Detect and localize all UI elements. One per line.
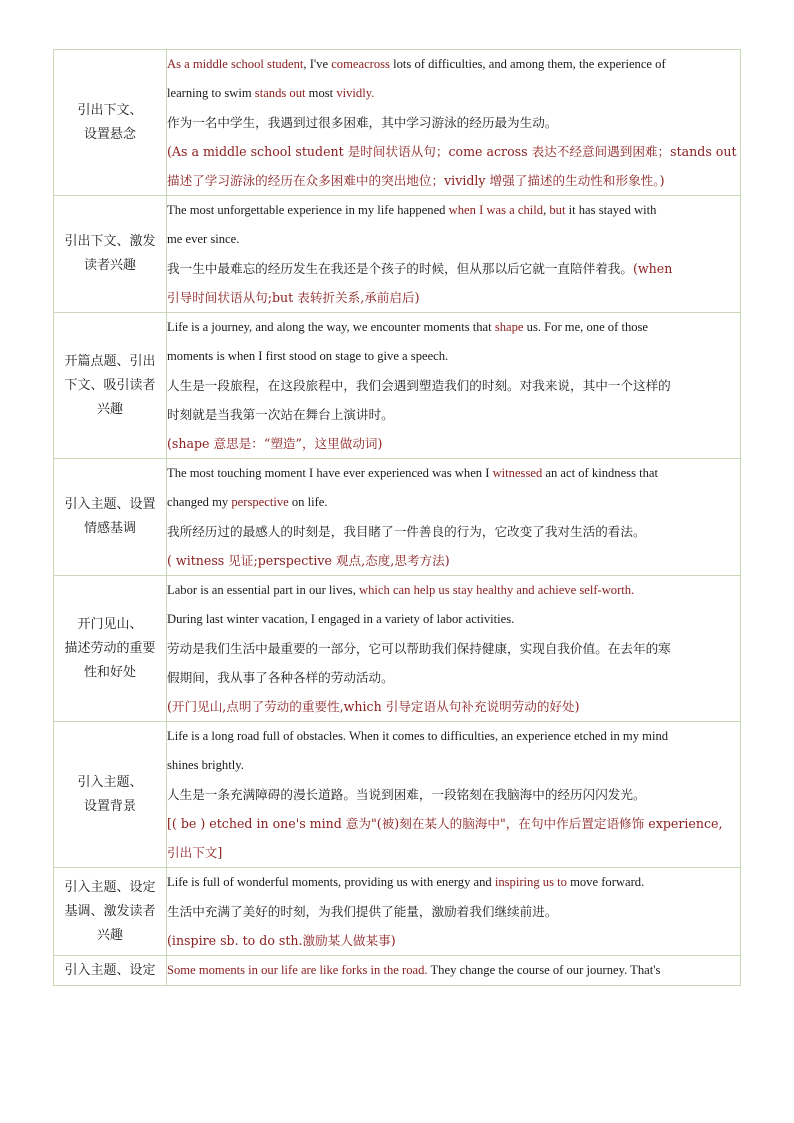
english-sentence bbox=[167, 576, 740, 605]
row-content-cell bbox=[167, 313, 741, 459]
english-sentence bbox=[167, 50, 740, 79]
row-label-cell bbox=[54, 313, 167, 459]
highlight-phrase: inspiring us to bbox=[494, 875, 567, 889]
row-label-cell bbox=[54, 50, 167, 196]
text-run: it has stayed with bbox=[565, 203, 657, 217]
table-row bbox=[54, 459, 741, 576]
chinese-translation: 劳动是我们生活中最重要的一部分，它可以帮助我们保持健康，实现自我价值。在去年的寒 bbox=[167, 641, 671, 656]
text-run: lots of difficulties, and among them, the experience of bbox=[389, 57, 666, 71]
text-run: most bbox=[305, 86, 337, 100]
row-label-line: 下文、吸引读者 bbox=[64, 377, 156, 393]
english-sentence: moments is when I first stood on stage to give a speech. bbox=[167, 349, 449, 363]
row-label-line: 引出下文、 bbox=[77, 102, 143, 118]
row-label-line: 情感基调 bbox=[83, 521, 136, 536]
text-run: The most unforgettable experience in my life happened bbox=[167, 203, 449, 217]
row-label-line: 引入主题、设置 bbox=[64, 497, 156, 512]
row-label-cell bbox=[54, 956, 167, 986]
row-label-line: 描述劳动的重要 bbox=[64, 640, 156, 656]
chinese-translation: 生活中充满了美好的时刻，为我们提供了能量，激励着我们继续前进。 bbox=[167, 904, 558, 919]
text-run: Labor is an essential part in our lives, bbox=[167, 583, 360, 597]
row-label-line: 兴趣 bbox=[96, 927, 123, 943]
english-sentence: me ever since. bbox=[167, 232, 240, 246]
grammar-note: (开门见山,点明了劳动的重要性,which 引导定语从句补充说明劳动的好处) bbox=[167, 699, 580, 714]
text-run: move forward. bbox=[566, 875, 645, 889]
chinese-translation bbox=[167, 254, 740, 283]
english-sentence: shines brightly. bbox=[167, 758, 244, 772]
english-sentence: During last winter vacation, I engaged in a variety of labor activities. bbox=[167, 612, 515, 626]
row-label-line: 兴趣 bbox=[96, 401, 123, 417]
highlight-phrase: but bbox=[549, 203, 566, 217]
english-sentence: Life is a long road full of obstacles. When it comes to difficulties, an experience etched in my mind bbox=[167, 729, 669, 743]
highlight-phrase: vividly. bbox=[336, 86, 375, 100]
row-label-cell bbox=[54, 576, 167, 722]
row-label-line: 引入主题、设定 bbox=[64, 879, 156, 895]
text-run: , I've bbox=[303, 57, 332, 71]
text-run: They change the course of our journey. That's bbox=[427, 963, 661, 977]
row-content-cell bbox=[167, 459, 741, 576]
text-run: an act of kindness that bbox=[542, 466, 659, 480]
row-label-cell bbox=[54, 722, 167, 868]
english-sentence bbox=[167, 956, 740, 985]
chinese-translation: 人生是一段旅程，在这段旅程中，我们会遇到塑造我们的时刻。对我来说，其中一个这样的 bbox=[167, 378, 671, 393]
grammar-note: 引导时间状语从句;but 表转折关系,承前启后) bbox=[167, 290, 420, 305]
highlight-phrase: when I was a child bbox=[448, 203, 544, 217]
highlight-phrase: As a middle school student bbox=[167, 57, 304, 71]
highlight-phrase: witnessed bbox=[492, 466, 543, 480]
table-row bbox=[54, 722, 741, 868]
row-label-cell bbox=[54, 196, 167, 313]
text-run: changed my bbox=[167, 495, 232, 509]
row-content-cell bbox=[167, 196, 741, 313]
text-run: The most touching moment I have ever experienced was when I bbox=[167, 466, 493, 480]
table-row bbox=[54, 956, 741, 986]
chinese-translation: 时刻就是当我第一次站在舞台上演讲时。 bbox=[167, 407, 394, 422]
grammar-note: (shape 意思是：“塑造”，这里做动词) bbox=[167, 436, 383, 451]
grammar-note: (As a middle school student 是时间状语从句；come across 表达不经意间遇到困难；stands out bbox=[167, 144, 737, 159]
row-label-line: 开门见山、 bbox=[77, 616, 143, 632]
english-sentence bbox=[167, 488, 740, 517]
text-run: learning to swim bbox=[167, 86, 255, 100]
chinese-translation: 人生是一条充满障碍的漫长道路。当说到困难，一段铭刻在我脑海中的经历闪闪发光。 bbox=[167, 787, 646, 802]
grammar-note: [( be ) etched in one's mind 意为"(被)刻在某人的脑海中"，在句中作后置定语修饰 experience, bbox=[167, 816, 723, 831]
text-run: 我一生中最难忘的经历发生在我还是个孩子的时候，但从那以后它就一直陪伴着我。 bbox=[167, 261, 633, 276]
text-run: Life is a journey, and along the way, we encounter moments that bbox=[167, 320, 495, 334]
chinese-translation: 作为一名中学生，我遇到过很多困难，其中学习游泳的经历最为生动。 bbox=[167, 115, 558, 130]
table-row bbox=[54, 196, 741, 313]
grammar-note: (when bbox=[632, 261, 673, 276]
highlight-phrase: comeacross bbox=[331, 57, 390, 71]
grammar-note: (inspire sb. to do sth.激励某人做某事) bbox=[167, 933, 396, 948]
row-label-line: 引入主题、设定 bbox=[64, 962, 156, 978]
text-run: Life is full of wonderful moments, providing us with energy and bbox=[167, 875, 495, 889]
row-label-cell bbox=[54, 868, 167, 956]
highlight-phrase: perspective bbox=[231, 495, 289, 509]
english-sentence bbox=[167, 868, 740, 897]
highlight-phrase: shape bbox=[494, 320, 524, 334]
grammar-note: 描述了学习游泳的经历在众多困难中的突出地位；vividly 增强了描述的生动性和形象性。) bbox=[167, 173, 665, 188]
english-sentence bbox=[167, 79, 740, 108]
row-content-cell bbox=[167, 576, 741, 722]
chinese-translation: 我所经历过的最感人的时刻是，我目睹了一件善良的行为，它改变了我对生活的看法。 bbox=[167, 524, 646, 539]
row-content-cell bbox=[167, 722, 741, 868]
row-content-cell bbox=[167, 50, 741, 196]
row-label-line: 设置悬念 bbox=[83, 126, 136, 142]
row-label-line: 性和好处 bbox=[83, 664, 136, 680]
english-sentence bbox=[167, 313, 740, 342]
table-row bbox=[54, 576, 741, 722]
row-content-cell bbox=[167, 868, 741, 956]
row-label-line: 开篇点题、引出 bbox=[64, 353, 156, 369]
row-label-line: 引出下文、激发 bbox=[64, 234, 156, 249]
english-sentence bbox=[167, 196, 740, 225]
highlight-phrase: stands out bbox=[254, 86, 306, 100]
table-row bbox=[54, 313, 741, 459]
phrase-table bbox=[53, 49, 741, 986]
text-run: us. For me, one of those bbox=[523, 320, 649, 334]
row-label-cell bbox=[54, 459, 167, 576]
row-label-line: 读者兴趣 bbox=[83, 258, 136, 273]
grammar-note: ( witness 见证;perspective 观点,态度,思考方法) bbox=[167, 553, 450, 568]
row-label-line: 引入主题、 bbox=[77, 774, 143, 790]
highlight-phrase: which can help us stay healthy and achieve self-worth. bbox=[359, 583, 635, 597]
row-label-line: 设置背景 bbox=[83, 798, 136, 814]
chinese-translation: 假期间，我从事了各种各样的劳动活动。 bbox=[167, 670, 394, 685]
text-run: on life. bbox=[288, 495, 328, 509]
grammar-note: 引出下文] bbox=[167, 845, 223, 860]
highlight-phrase: Some moments in our life are like forks in the road. bbox=[167, 963, 428, 977]
english-sentence bbox=[167, 459, 740, 488]
table-row bbox=[54, 50, 741, 196]
table-row bbox=[54, 868, 741, 956]
row-label-line: 基调、激发读者 bbox=[64, 903, 156, 919]
row-content-cell bbox=[167, 956, 741, 986]
text-run: , bbox=[543, 203, 550, 217]
